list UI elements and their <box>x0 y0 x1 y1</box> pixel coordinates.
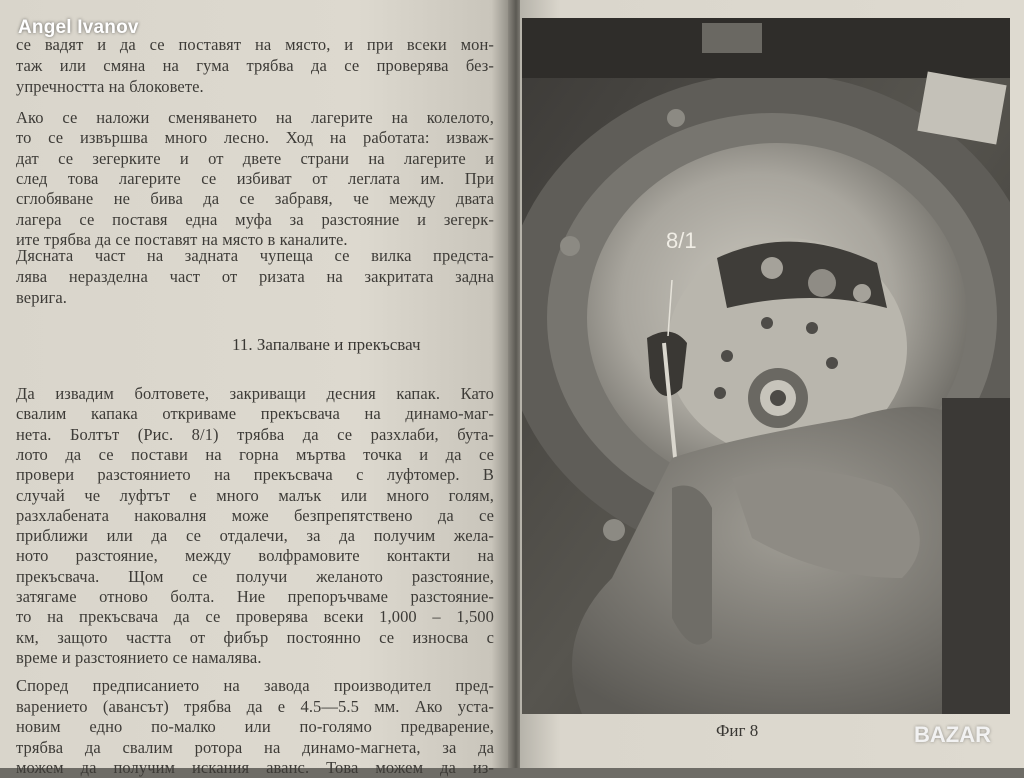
text-line: таж или смяна на гума трябва да се проверява без- <box>16 56 494 75</box>
text-line: лото да се постави на горна мъртва точка и да се <box>16 444 494 464</box>
text-line: разхлабената наковалня може безпрепятствено да се <box>16 505 494 525</box>
text-line: Да извадим болтовете, закриващи десния капак. Като <box>16 384 494 403</box>
text-line: то се извършва много лесно. Ход на работата: изваж- <box>16 128 494 148</box>
text-line: то на прекъсвача да се проверява всеки 1,000 – 1,500 <box>16 607 494 627</box>
bazar-logo: BAZAR <box>914 722 991 747</box>
text-line: трябва да свалим ротора на динамо-магнета, за да <box>16 737 494 757</box>
section-heading: 11. Запалване и прекъсвач <box>232 335 421 354</box>
text-line: Според предписанието на завода производител пред- <box>16 676 494 695</box>
text-line: свалим капака откриваме прекъсвача на динамо-маг- <box>16 404 494 424</box>
text-line: прекъсвача. Щом се получи желаното разстояние, <box>16 566 494 586</box>
text-line: дат се зегерките и от двете страни на лагерите и <box>16 148 494 168</box>
text-line: ното разстояние, между волфрамовите контакти на <box>16 546 494 566</box>
text-line: време и разстоянието се намалява. <box>16 647 262 667</box>
text-line: сглобяване не бива да се забравя, че между двата <box>16 189 494 209</box>
text-line: затягаме отново болта. Ние препоръчваме разстояние- <box>16 587 494 606</box>
magneto-photo-illustration <box>522 18 1010 714</box>
text-line: км, защото частта от фибър постоянно се износва с <box>16 627 494 647</box>
watermark-text: Angel Ivanov <box>18 17 139 38</box>
figure-callout-label: 8/1 <box>666 228 697 253</box>
text-line: ите трябва да се поставят на място в каналите. <box>16 229 348 249</box>
text-line: провери разстоянието на прекъсвача с луфтомер. В <box>16 465 494 485</box>
text-line: Ако се наложи сменяването на лагерите на колелото, <box>16 108 494 127</box>
text-line: Дясната част на задната чупеща се вилка предста- <box>16 246 494 265</box>
text-line: приближи или да се отдалечи, за да получим жела- <box>16 526 494 546</box>
text-line: можем да получим искания аванс. Това можем да из- <box>16 758 494 778</box>
text-line: лагера се поставя една муфа за разстояние и зегерк- <box>16 209 494 229</box>
text-line: след това лагерите се избиват от леглата им. При <box>16 168 494 188</box>
text-line: новим едно по-малко или по-голямо предварение, <box>16 717 494 737</box>
text-line: упречността на блоковете. <box>16 77 204 96</box>
text-line: лява неразделна част от ризата на закритата задна <box>16 267 494 286</box>
text-line: нета. Болтът (Рис. 8/1) трябва да се разхлаби, бута- <box>16 424 494 444</box>
text-line: варението (авансът) трябва да е 4.5—5.5 мм. Ако уста- <box>16 696 494 716</box>
text-line: случай че луфтът е много малък или много голям, <box>16 485 494 505</box>
text-line: верига. <box>16 288 68 307</box>
figure-photo <box>522 18 1010 714</box>
text-line: се вадят и да се поставят на място, и при всеки мон- <box>16 35 494 54</box>
figure-caption: Фиг 8 <box>716 721 759 740</box>
